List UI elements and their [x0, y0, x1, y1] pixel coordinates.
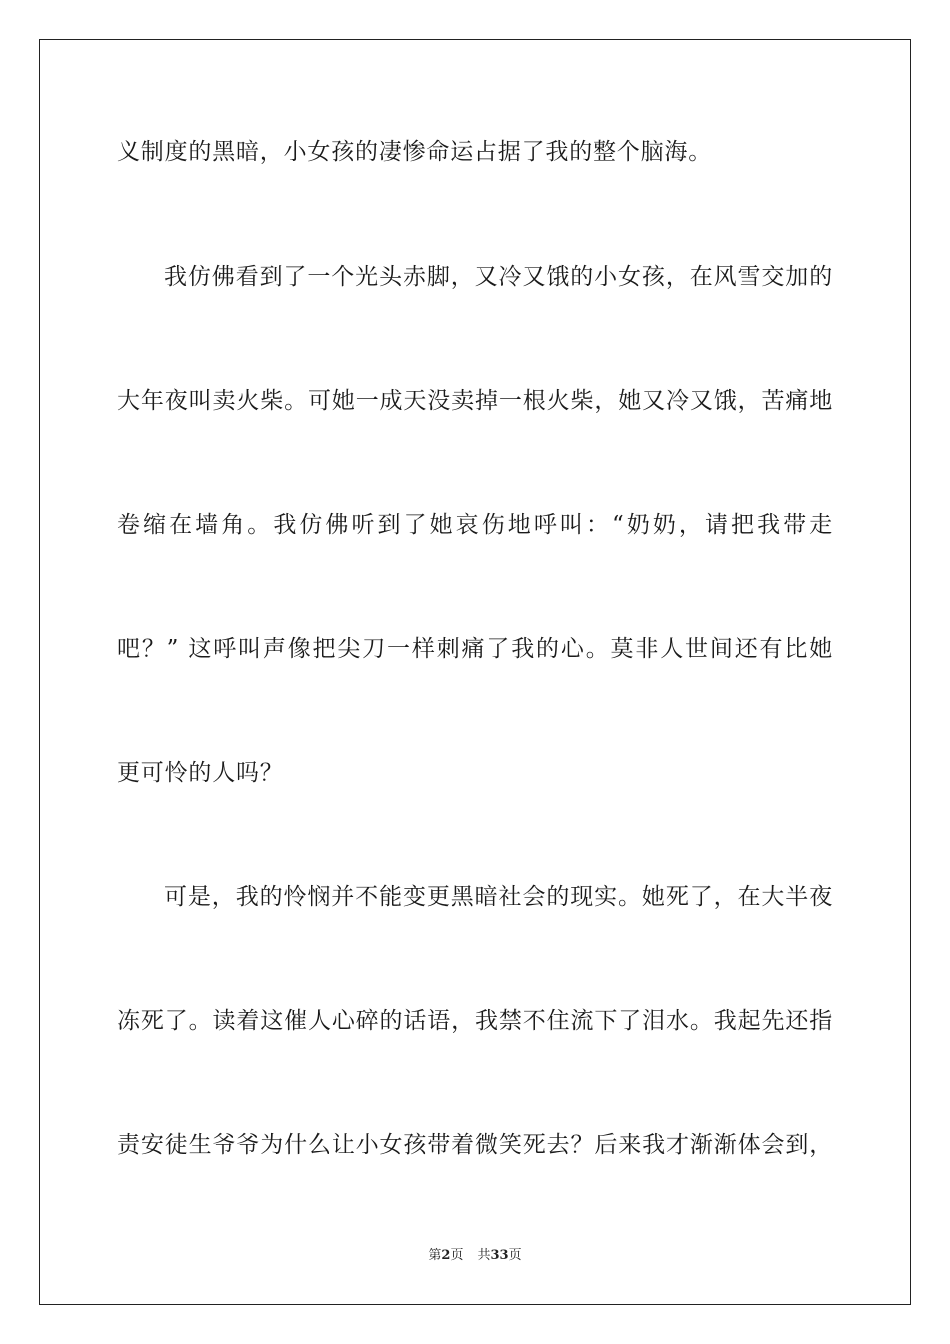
page-number: 2	[441, 1248, 451, 1263]
text-line-7: 可是，我的怜悯并不能变更黑暗社会的现实。她死了，在大半夜	[164, 884, 833, 910]
text-line-5: 吧？” 这呼叫声像把尖刀一样刺痛了我的心。莫非人世间还有比她	[117, 636, 833, 662]
text-line-6: 更可怜的人吗？	[117, 760, 284, 786]
text-line-1: 义制度的黑暗，小女孩的凄惨命运占据了我的整个脑海。	[117, 139, 712, 165]
total-suffix: 页	[508, 1248, 522, 1263]
page-footer	[0, 1247, 950, 1265]
page-frame	[39, 39, 911, 1305]
total-prefix: 共	[477, 1248, 491, 1263]
text-line-2: 我仿佛看到了一个光头赤脚，又冷又饿的小女孩，在风雪交加的	[164, 264, 833, 290]
text-line-3: 大年夜叫卖火柴。可她一成天没卖掉一根火柴，她又冷又饿，苦痛地	[117, 388, 833, 414]
total-pages: 33	[490, 1248, 509, 1263]
text-line-9: 责安徒生爷爷为什么让小女孩带着微笑死去？后来我才渐渐体会到，	[117, 1132, 833, 1158]
page-suffix: 页	[450, 1248, 464, 1263]
page-prefix: 第	[428, 1248, 442, 1263]
text-line-4: 卷缩在墙角。我仿佛听到了她哀伤地呼叫：“奶奶，请把我带走	[117, 512, 833, 538]
text-line-8: 冻死了。读着这催人心碎的话语，我禁不住流下了泪水。我起先还指	[117, 1008, 833, 1034]
